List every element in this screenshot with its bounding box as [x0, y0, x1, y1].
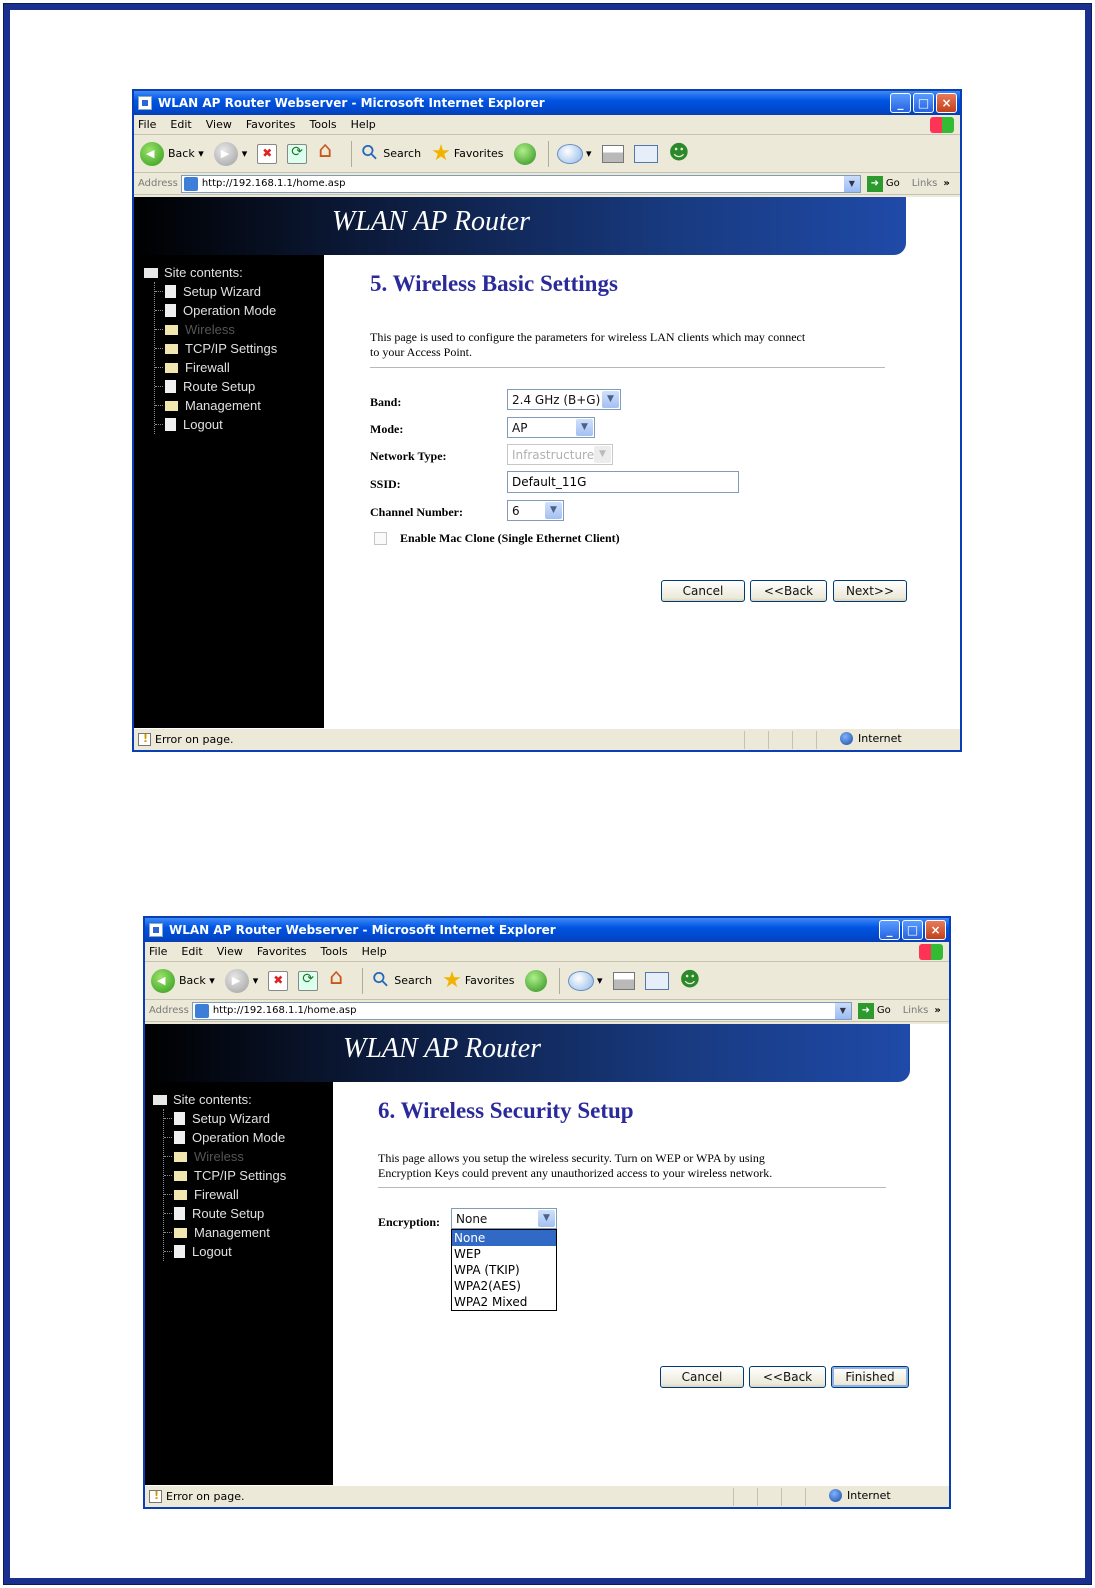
nav-operation-mode[interactable]: Operation Mode	[155, 301, 277, 320]
links-label[interactable]: Links	[902, 1005, 929, 1016]
divider	[378, 1187, 886, 1188]
status-panes	[744, 731, 840, 749]
maximize-button[interactable]: □	[902, 920, 923, 940]
print-button[interactable]	[613, 972, 635, 990]
search-icon	[360, 144, 380, 164]
nav-setup-wizard[interactable]: Setup Wizard	[164, 1109, 286, 1128]
messenger-button[interactable]	[679, 970, 701, 992]
chevron-down-icon: ▼	[576, 419, 593, 436]
close-button[interactable]: ×	[936, 93, 957, 113]
search-icon	[371, 971, 391, 991]
title-bar[interactable]	[145, 918, 949, 942]
forward-button[interactable]: ▶ ▾	[214, 142, 248, 166]
address-dropdown-icon[interactable]: ▼	[844, 176, 860, 192]
folder-icon	[174, 1152, 187, 1162]
search-button[interactable]: ⚲ Search	[360, 144, 421, 164]
edit-icon	[634, 145, 658, 163]
address-url: http://192.168.1.1/home.asp	[201, 178, 346, 189]
band-label: Band:	[370, 395, 402, 409]
page-heading: 5. Wireless Basic Settings	[370, 271, 618, 296]
nav-management[interactable]: Management	[164, 1223, 286, 1242]
encryption-select[interactable]: None ▼	[451, 1208, 557, 1229]
ssid-input[interactable]: Default_11G	[507, 471, 739, 493]
nav-firewall[interactable]: Firewall	[164, 1185, 286, 1204]
divider	[370, 367, 885, 368]
site-contents-nav	[153, 1092, 286, 1261]
menu-view[interactable]: View	[205, 118, 232, 131]
menu-favorites[interactable]: Favorites	[245, 118, 296, 131]
mode-label: Mode:	[370, 422, 404, 436]
toolbar-separator	[362, 968, 363, 994]
home-icon	[328, 971, 350, 991]
title-bar[interactable]	[134, 91, 960, 115]
toolbar	[134, 135, 960, 173]
address-url: http://192.168.1.1/home.asp	[212, 1005, 357, 1016]
home-button[interactable]	[317, 144, 339, 164]
chevron-down-icon: ▼	[545, 502, 562, 519]
windows-logo-icon	[930, 117, 954, 133]
menu-favorites[interactable]: Favorites	[256, 945, 307, 958]
status-text[interactable]: Error on page.	[166, 1490, 245, 1503]
menu-bar	[145, 942, 949, 962]
channel-number-select[interactable]: 6 ▼	[507, 500, 564, 521]
home-button[interactable]	[328, 971, 350, 991]
book-icon	[144, 268, 158, 278]
favorites-star-icon: ★	[442, 967, 462, 993]
document-icon	[174, 1131, 185, 1144]
band-select[interactable]: 2.4 GHz (B+G) ▼	[507, 389, 621, 410]
menu-edit[interactable]: Edit	[181, 945, 203, 958]
go-button[interactable]: ➜ Go	[867, 176, 900, 192]
window-title: WLAN AP Router Webserver - Microsoft Internet Explorer	[169, 923, 556, 937]
links-label[interactable]: Links	[911, 178, 938, 189]
nav-setup-wizard[interactable]: Setup Wizard	[155, 282, 277, 301]
links-chevron-icon[interactable]: »	[943, 178, 950, 189]
document-icon	[165, 304, 176, 317]
address-dropdown-icon[interactable]: ▼	[835, 1003, 851, 1019]
next-button[interactable]: Next>>	[833, 580, 907, 602]
nav-tcpip-settings[interactable]: TCP/IP Settings	[164, 1166, 286, 1185]
toolbar-separator	[548, 141, 549, 167]
encryption-option-none[interactable]: None	[452, 1230, 556, 1246]
nav-logout[interactable]: Logout	[155, 415, 277, 434]
menu-tools[interactable]: Tools	[309, 118, 337, 131]
nav-logout[interactable]: Logout	[164, 1242, 286, 1261]
print-icon	[613, 972, 635, 990]
menu-file[interactable]: File	[138, 118, 157, 131]
history-button[interactable]	[525, 970, 547, 992]
print-button[interactable]	[602, 145, 624, 163]
address-label: Address	[149, 1005, 189, 1016]
edit-button[interactable]	[645, 972, 669, 990]
messenger-icon	[668, 143, 690, 165]
status-bar	[134, 728, 960, 750]
encryption-option-wpa2-aes[interactable]: WPA2(AES)	[454, 1279, 521, 1293]
menu-edit[interactable]: Edit	[170, 118, 192, 131]
document-icon	[174, 1207, 185, 1220]
document-icon	[165, 380, 176, 393]
nav-firewall[interactable]: Firewall	[155, 358, 277, 377]
address-input[interactable]	[192, 1002, 852, 1020]
close-button[interactable]: ×	[925, 920, 946, 940]
stop-icon	[268, 971, 288, 991]
messenger-button[interactable]	[668, 143, 690, 165]
go-arrow-icon: ➜	[867, 176, 883, 192]
document-icon	[165, 418, 176, 431]
forward-button[interactable]: ▶ ▾	[225, 969, 259, 993]
error-page-icon[interactable]	[138, 733, 151, 746]
page-icon	[184, 177, 198, 191]
history-icon	[514, 143, 536, 165]
mail-button[interactable]: ▾	[557, 144, 592, 164]
minimize-button[interactable]: _	[890, 93, 911, 113]
back-step-button[interactable]: <<Back	[750, 580, 827, 602]
edit-icon	[645, 972, 669, 990]
nav-route-setup[interactable]: Route Setup	[164, 1204, 286, 1223]
encryption-options-list	[451, 1229, 557, 1311]
ssid-label: SSID:	[370, 477, 401, 491]
favorites-button[interactable]: ★ Favorites	[442, 967, 515, 993]
folder-icon	[174, 1190, 187, 1200]
encryption-option-wpa-tkip[interactable]: WPA (TKIP)	[454, 1263, 520, 1277]
nav-tcpip-settings[interactable]: TCP/IP Settings	[155, 339, 277, 358]
cancel-button[interactable]: Cancel	[660, 1366, 744, 1388]
security-zone: Internet	[840, 732, 950, 745]
menu-view[interactable]: View	[216, 945, 243, 958]
stop-button[interactable]	[268, 971, 288, 991]
nav-route-setup[interactable]: Route Setup	[155, 377, 277, 396]
document-icon	[174, 1245, 185, 1258]
main-pane	[378, 1024, 918, 1485]
error-page-icon[interactable]	[149, 1490, 162, 1503]
nav-operation-mode[interactable]: Operation Mode	[164, 1128, 286, 1147]
go-button[interactable]: ➜ Go	[858, 1003, 891, 1019]
folder-icon	[165, 325, 178, 335]
page-description: This page is used to configure the parameters for wireless LAN clients which may connect to your Access Point.	[370, 330, 806, 359]
windows-logo-icon	[919, 944, 943, 960]
page-icon	[195, 1004, 209, 1018]
messenger-icon	[679, 970, 701, 992]
chevron-down-icon: ▼	[594, 446, 611, 463]
book-icon	[153, 1095, 167, 1105]
folder-icon	[165, 401, 178, 411]
menu-bar	[134, 115, 960, 135]
favorites-button[interactable]: ★ Favorites	[431, 140, 504, 166]
chevron-down-icon: ▼	[538, 1210, 555, 1227]
menu-file[interactable]: File	[149, 945, 168, 958]
internet-globe-icon	[840, 732, 853, 745]
security-zone: Internet	[829, 1489, 939, 1502]
network-type-label: Network Type:	[370, 449, 447, 463]
encryption-option-wpa2-mixed[interactable]: WPA2 Mixed	[454, 1295, 528, 1309]
maximize-button[interactable]: □	[913, 93, 934, 113]
network-type-select: Infrastructure ▼	[507, 444, 613, 465]
toolbar	[145, 962, 949, 1000]
window-title: WLAN AP Router Webserver - Microsoft Internet Explorer	[158, 96, 545, 110]
menu-help[interactable]: Help	[350, 118, 376, 131]
forward-arrow-icon	[225, 969, 249, 993]
page-content	[134, 197, 960, 728]
nav-wireless[interactable]: Wireless	[155, 320, 277, 339]
nav-management[interactable]: Management	[155, 396, 277, 415]
nav-title: Site contents:	[144, 265, 277, 280]
finished-button[interactable]: Finished	[831, 1366, 909, 1388]
status-bar	[145, 1485, 949, 1507]
refresh-button[interactable]	[287, 144, 307, 164]
go-arrow-icon: ➜	[858, 1003, 874, 1019]
ie-app-icon	[138, 96, 152, 110]
folder-icon	[165, 344, 178, 354]
address-bar	[134, 173, 960, 195]
mail-icon	[557, 144, 583, 164]
mode-select[interactable]: AP ▼	[507, 417, 595, 438]
toolbar-separator	[351, 141, 352, 167]
print-icon	[602, 145, 624, 163]
address-label: Address	[138, 178, 178, 189]
stop-icon	[257, 144, 277, 164]
folder-icon	[174, 1171, 187, 1181]
history-icon	[525, 970, 547, 992]
links-chevron-icon[interactable]: »	[934, 1005, 941, 1016]
brand-title: WLAN AP Router	[332, 206, 531, 237]
forward-arrow-icon	[214, 142, 238, 166]
favorites-star-icon: ★	[431, 140, 451, 166]
refresh-button[interactable]	[298, 971, 318, 991]
address-bar	[145, 1000, 949, 1022]
cancel-button[interactable]: Cancel	[661, 580, 745, 602]
back-button[interactable]: ◀ Back ▾	[140, 142, 204, 166]
refresh-icon	[287, 144, 307, 164]
back-arrow-icon	[151, 969, 175, 993]
status-panes	[733, 1488, 829, 1506]
folder-icon	[174, 1228, 187, 1238]
mail-button[interactable]: ▾	[568, 971, 603, 991]
main-pane	[370, 197, 910, 728]
ie-app-icon	[149, 923, 163, 937]
nav-wireless[interactable]: Wireless	[164, 1147, 286, 1166]
back-arrow-icon	[140, 142, 164, 166]
ie-window-wireless-basic	[132, 89, 962, 752]
encryption-option-wep[interactable]: WEP	[454, 1247, 481, 1261]
encryption-label: Encryption:	[378, 1215, 441, 1229]
edit-button[interactable]	[634, 145, 658, 163]
internet-globe-icon	[829, 1489, 842, 1502]
stop-button[interactable]	[257, 144, 277, 164]
home-icon	[317, 144, 339, 164]
nav-title: Site contents:	[153, 1092, 286, 1107]
page-description: This page allows you setup the wireless security. Turn on WEP or WPA by using Encryption Keys could prevent any unauthorized access to your wireless network.	[378, 1151, 773, 1180]
search-button[interactable]: ⚲ Search	[371, 971, 432, 991]
brand-title: WLAN AP Router	[343, 1033, 542, 1064]
mail-icon	[568, 971, 594, 991]
folder-icon	[165, 363, 178, 373]
mac-clone-checkbox[interactable]	[374, 532, 387, 545]
mac-clone-label: Enable Mac Clone (Single Ethernet Client)	[400, 531, 620, 545]
document-icon	[165, 285, 176, 298]
document-icon	[174, 1112, 185, 1125]
address-input[interactable]	[181, 175, 861, 193]
menu-help[interactable]: Help	[361, 945, 387, 958]
page-content	[145, 1024, 949, 1485]
chevron-down-icon: ▼	[602, 391, 619, 408]
refresh-icon	[298, 971, 318, 991]
menu-tools[interactable]: Tools	[320, 945, 348, 958]
back-step-button[interactable]: <<Back	[749, 1366, 826, 1388]
toolbar-separator	[559, 968, 560, 994]
status-text[interactable]: Error on page.	[155, 733, 234, 746]
channel-number-label: Channel Number:	[370, 505, 464, 519]
site-contents-nav	[144, 265, 277, 434]
page-heading: 6. Wireless Security Setup	[378, 1098, 634, 1123]
history-button[interactable]	[514, 143, 536, 165]
minimize-button[interactable]: _	[879, 920, 900, 940]
ie-window-wireless-security	[143, 916, 951, 1509]
back-button[interactable]: ◀ Back ▾	[151, 969, 215, 993]
